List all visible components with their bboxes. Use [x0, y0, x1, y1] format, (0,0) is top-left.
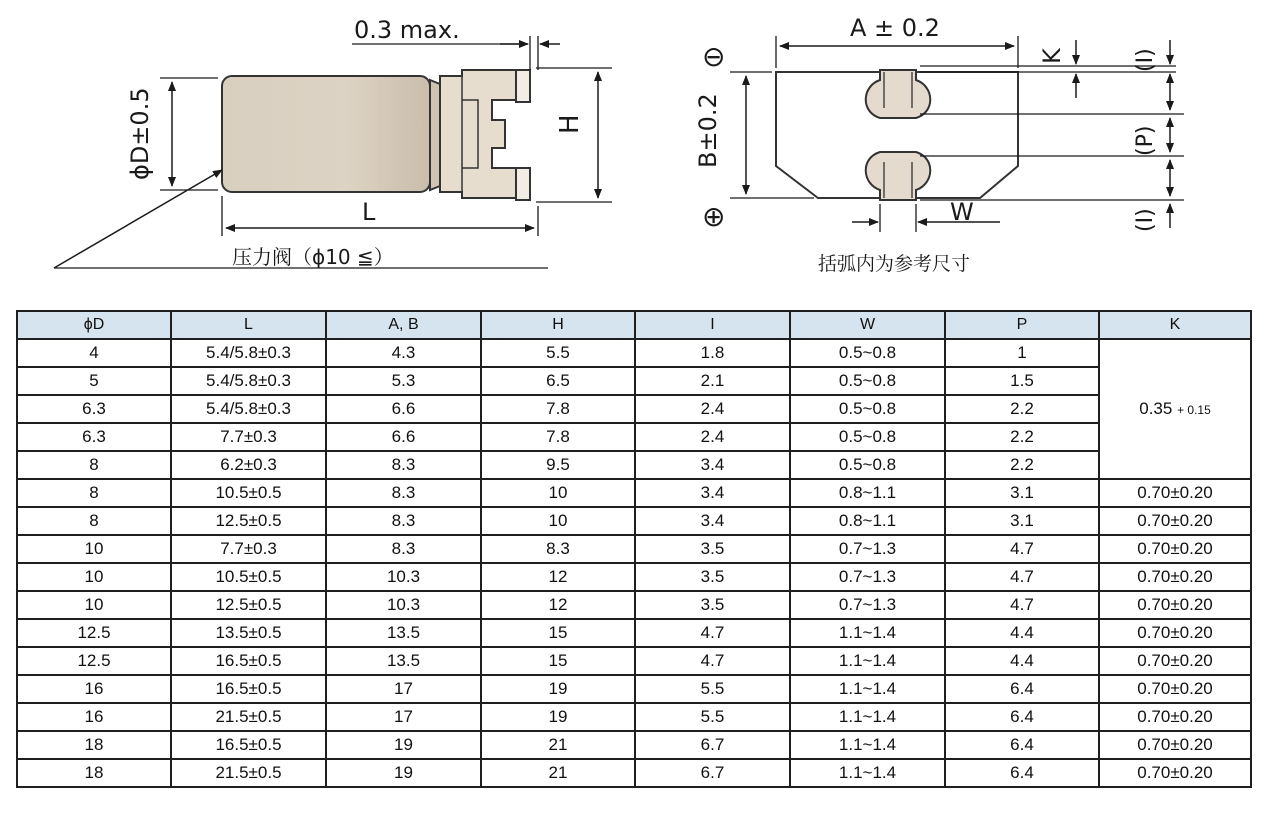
- cell-w: 0.5~0.8: [790, 367, 945, 395]
- cell-i: 3.5: [635, 535, 790, 563]
- cell-k: 0.70±0.20: [1099, 675, 1251, 703]
- table-row: [17, 395, 1251, 423]
- diagram-svg: [0, 0, 1275, 300]
- cell-length: 5.4/5.8±0.3: [171, 395, 326, 423]
- plus-mark: ⊕: [702, 200, 726, 233]
- dimension-table: [16, 310, 1252, 788]
- cell-length: 13.5±0.5: [171, 619, 326, 647]
- cell-w: 1.1~1.4: [790, 731, 945, 759]
- cell-length: 16.5±0.5: [171, 731, 326, 759]
- cell-ab: 19: [326, 731, 481, 759]
- header-i: I: [635, 311, 790, 339]
- cell-height: 21: [481, 731, 635, 759]
- table-row: [17, 759, 1251, 787]
- i-bottom-label: (I): [1133, 208, 1158, 232]
- cell-p: 2.2: [945, 451, 1099, 479]
- cell-k: 0.70±0.20: [1099, 535, 1251, 563]
- cell-diameter: 10: [17, 535, 171, 563]
- cell-k: 0.70±0.20: [1099, 591, 1251, 619]
- dimension-diagrams: [0, 0, 1275, 300]
- cell-p: 4.4: [945, 647, 1099, 675]
- cell-p: 2.2: [945, 395, 1099, 423]
- cell-i: 2.4: [635, 395, 790, 423]
- cell-p: 6.4: [945, 703, 1099, 731]
- cell-i: 3.4: [635, 451, 790, 479]
- cell-p: 4.4: [945, 619, 1099, 647]
- cell-w: 1.1~1.4: [790, 703, 945, 731]
- cell-ab: 6.6: [326, 395, 481, 423]
- cell-ab: 8.3: [326, 451, 481, 479]
- table-row: [17, 703, 1251, 731]
- bottom-view: [694, 14, 1184, 275]
- cell-length: 12.5±0.5: [171, 591, 326, 619]
- header-w: W: [790, 311, 945, 339]
- table-row: [17, 423, 1251, 451]
- table-row: [17, 563, 1251, 591]
- cell-height: 15: [481, 619, 635, 647]
- cell-i: 5.5: [635, 675, 790, 703]
- terminal-top: [516, 70, 530, 102]
- minus-mark: ⊖: [702, 40, 726, 73]
- cell-diameter: 5: [17, 367, 171, 395]
- cell-p: 6.4: [945, 675, 1099, 703]
- cell-height: 9.5: [481, 451, 635, 479]
- header-p: P: [945, 311, 1099, 339]
- table-row: [17, 731, 1251, 759]
- cell-p: 3.1: [945, 507, 1099, 535]
- cell-w: 0.8~1.1: [790, 507, 945, 535]
- cell-ab: 17: [326, 703, 481, 731]
- cell-i: 1.8: [635, 339, 790, 367]
- cell-i: 3.4: [635, 507, 790, 535]
- cell-ab: 4.3: [326, 339, 481, 367]
- cell-k-merged: [1099, 339, 1251, 479]
- cell-height: 7.8: [481, 395, 635, 423]
- table-row: [17, 507, 1251, 535]
- cell-p: 6.4: [945, 731, 1099, 759]
- cell-i: 3.5: [635, 591, 790, 619]
- cell-w: 0.7~1.3: [790, 563, 945, 591]
- cell-diameter: 10: [17, 563, 171, 591]
- cell-diameter: 12.5: [17, 619, 171, 647]
- table-row: [17, 367, 1251, 395]
- cell-p: 4.7: [945, 591, 1099, 619]
- cell-length: 16.5±0.5: [171, 647, 326, 675]
- table-row: [17, 675, 1251, 703]
- p-label: (P): [1133, 125, 1158, 156]
- cell-length: 21.5±0.5: [171, 703, 326, 731]
- length-label: L: [362, 198, 376, 226]
- header-k: K: [1099, 311, 1251, 339]
- cell-ab: 10.3: [326, 563, 481, 591]
- k-label: K: [1038, 48, 1066, 64]
- cell-ab: 8.3: [326, 535, 481, 563]
- header-height: H: [481, 311, 635, 339]
- cell-diameter: 6.3: [17, 423, 171, 451]
- cell-length: 7.7±0.3: [171, 535, 326, 563]
- cell-height: 8.3: [481, 535, 635, 563]
- cell-ab: 19: [326, 759, 481, 787]
- cell-length: 5.4/5.8±0.3: [171, 339, 326, 367]
- cell-height: 21: [481, 759, 635, 787]
- cell-length: 12.5±0.5: [171, 507, 326, 535]
- cell-k: 0.70±0.20: [1099, 647, 1251, 675]
- header-diameter: ϕD: [17, 311, 171, 339]
- cell-w: 0.8~1.1: [790, 479, 945, 507]
- cell-p: 6.4: [945, 759, 1099, 787]
- cell-height: 7.8: [481, 423, 635, 451]
- cell-ab: 13.5: [326, 619, 481, 647]
- cell-w: 0.5~0.8: [790, 451, 945, 479]
- table-row: [17, 479, 1251, 507]
- cell-i: 2.1: [635, 367, 790, 395]
- cell-p: 1.5: [945, 367, 1099, 395]
- cell-w: 1.1~1.4: [790, 675, 945, 703]
- cell-ab: 17: [326, 675, 481, 703]
- b-label: B±0.2: [694, 93, 722, 168]
- cell-w: 0.5~0.8: [790, 423, 945, 451]
- cell-i: 3.5: [635, 563, 790, 591]
- a-label: A ± 0.2: [850, 14, 940, 42]
- cell-k: 0.70±0.20: [1099, 703, 1251, 731]
- cell-diameter: 6.3: [17, 395, 171, 423]
- cell-p: 3.1: [945, 479, 1099, 507]
- cell-diameter: 8: [17, 479, 171, 507]
- cell-w: 1.1~1.4: [790, 619, 945, 647]
- dimension-table-wrap: [16, 310, 1250, 788]
- cell-diameter: 12.5: [17, 647, 171, 675]
- header-ab: A, B: [326, 311, 481, 339]
- cell-height: 10: [481, 479, 635, 507]
- cell-ab: 13.5: [326, 647, 481, 675]
- cell-w: 0.5~0.8: [790, 395, 945, 423]
- cell-i: 4.7: [635, 619, 790, 647]
- header-length: L: [171, 311, 326, 339]
- terminal-bottom: [516, 168, 530, 200]
- table-row: [17, 339, 1251, 367]
- diameter-label: ϕD±0.5: [126, 87, 154, 180]
- body-seal: [430, 80, 440, 190]
- cell-k: 0.70±0.20: [1099, 759, 1251, 787]
- cell-diameter: 16: [17, 703, 171, 731]
- cell-diameter: 8: [17, 507, 171, 535]
- cell-ab: 10.3: [326, 591, 481, 619]
- cell-height: 5.5: [481, 339, 635, 367]
- cell-k: 0.70±0.20: [1099, 563, 1251, 591]
- cell-length: 10.5±0.5: [171, 563, 326, 591]
- cell-p: 2.2: [945, 423, 1099, 451]
- cell-diameter: 8: [17, 451, 171, 479]
- cell-diameter: 18: [17, 731, 171, 759]
- table-row: [17, 535, 1251, 563]
- cell-p: 4.7: [945, 535, 1099, 563]
- table-header-row: [17, 311, 1251, 339]
- height-label: H: [555, 114, 585, 134]
- cell-ab: 8.3: [326, 507, 481, 535]
- cell-diameter: 18: [17, 759, 171, 787]
- cell-diameter: 10: [17, 591, 171, 619]
- cell-height: 10: [481, 507, 635, 535]
- cell-height: 12: [481, 563, 635, 591]
- cell-w: 0.7~1.3: [790, 591, 945, 619]
- max-label: 0.3 max.: [354, 16, 460, 44]
- cell-p: 4.7: [945, 563, 1099, 591]
- cell-i: 2.4: [635, 423, 790, 451]
- cell-height: 12: [481, 591, 635, 619]
- table-row: [17, 619, 1251, 647]
- cell-length: 16.5±0.5: [171, 675, 326, 703]
- cell-ab: 5.3: [326, 367, 481, 395]
- table-body: [17, 339, 1251, 787]
- cell-w: 1.1~1.4: [790, 647, 945, 675]
- k-merged-main: 0.35: [1139, 399, 1173, 418]
- i-top-label: (I): [1133, 48, 1158, 72]
- table-row: [17, 451, 1251, 479]
- cell-ab: 8.3: [326, 479, 481, 507]
- cell-k: 0.70±0.20: [1099, 619, 1251, 647]
- cell-ab: 6.6: [326, 423, 481, 451]
- cell-k: 0.70±0.20: [1099, 507, 1251, 535]
- cell-length: 21.5±0.5: [171, 759, 326, 787]
- cell-height: 6.5: [481, 367, 635, 395]
- cell-length: 10.5±0.5: [171, 479, 326, 507]
- cell-w: 1.1~1.4: [790, 759, 945, 787]
- cell-height: 19: [481, 703, 635, 731]
- cell-w: 0.5~0.8: [790, 339, 945, 367]
- cell-i: 3.4: [635, 479, 790, 507]
- cell-i: 4.7: [635, 647, 790, 675]
- cell-diameter: 4: [17, 339, 171, 367]
- cell-length: 7.7±0.3: [171, 423, 326, 451]
- side-view: [54, 16, 612, 269]
- valve-label: 压力阀（ϕ10 ≦）: [232, 245, 394, 269]
- cell-i: 6.7: [635, 759, 790, 787]
- cell-diameter: 16: [17, 675, 171, 703]
- cell-w: 0.7~1.3: [790, 535, 945, 563]
- cell-i: 5.5: [635, 703, 790, 731]
- k-merged-sub: + 0.15: [1177, 403, 1211, 417]
- cell-length: 5.4/5.8±0.3: [171, 367, 326, 395]
- capacitor-body: [222, 76, 430, 192]
- cell-k: 0.70±0.20: [1099, 479, 1251, 507]
- cell-length: 6.2±0.3: [171, 451, 326, 479]
- table-row: [17, 591, 1251, 619]
- cell-k: 0.70±0.20: [1099, 731, 1251, 759]
- base-block: [440, 70, 520, 198]
- cell-height: 15: [481, 647, 635, 675]
- cell-height: 19: [481, 675, 635, 703]
- cell-p: 1: [945, 339, 1099, 367]
- cell-i: 6.7: [635, 731, 790, 759]
- table-row: [17, 647, 1251, 675]
- reference-note: 括弧内为参考尺寸: [818, 253, 971, 275]
- w-label: W: [950, 198, 974, 226]
